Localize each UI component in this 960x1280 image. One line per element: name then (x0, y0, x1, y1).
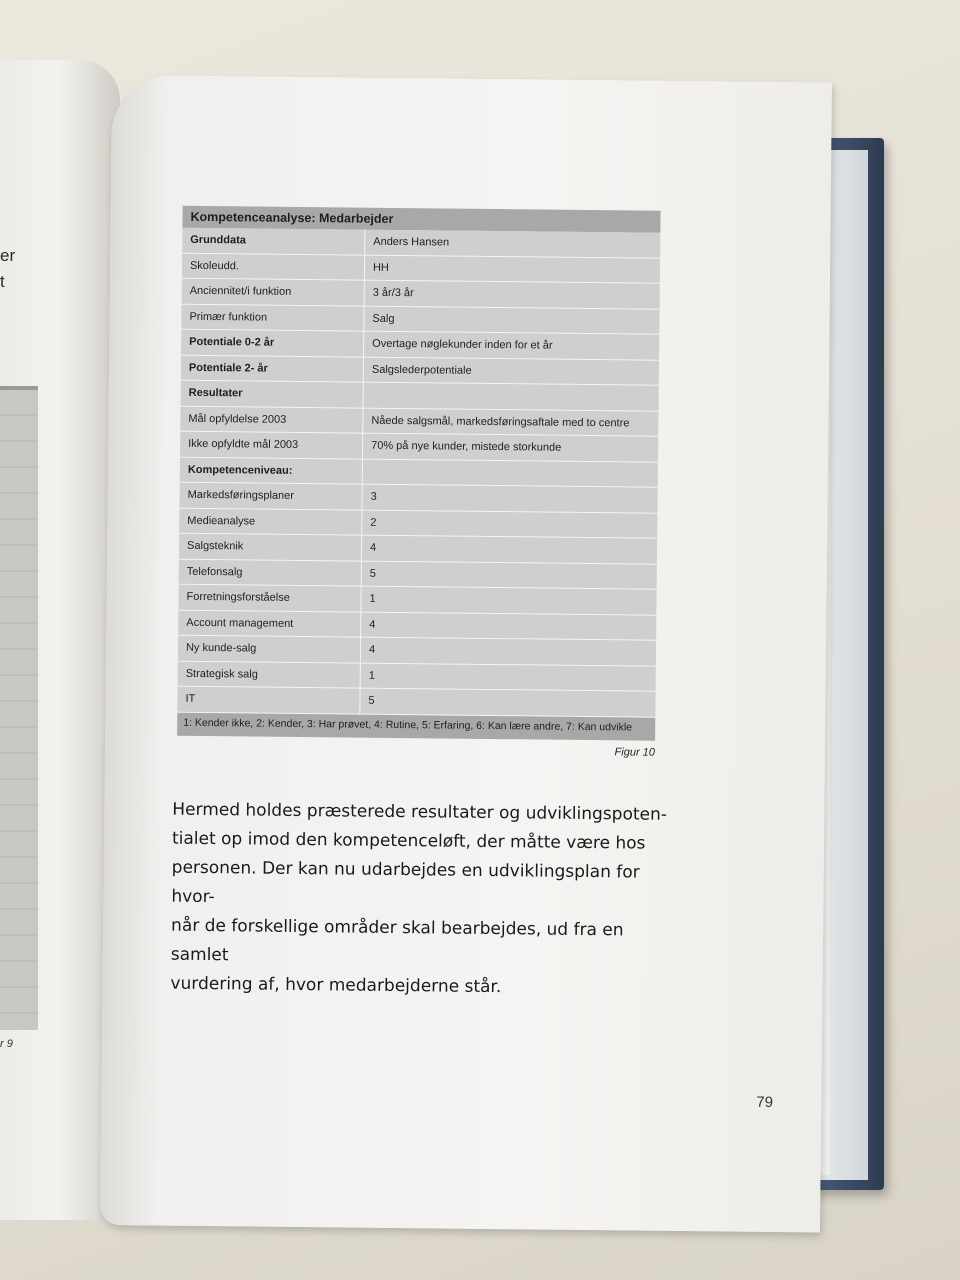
row-value: 1 (369, 592, 376, 605)
row-label: Mål opfyldelse 2003 (180, 406, 363, 432)
row-label: Potentiale 2- år (181, 355, 364, 381)
body-line: vurdering af, hvor medarbejderne står. (170, 973, 502, 998)
row-value: 3 år/3 år (372, 286, 414, 300)
row-label: Primær funktion (181, 304, 364, 330)
row-value: Anders Hansen (373, 235, 450, 249)
row-value: 70% på nye kunder, mistede storkunde (371, 439, 562, 454)
table-legend: 1: Kender ikke, 2: Kender, 3: Har prøvet, 4: Rutine, 5: Erfaring, 6: Kan lære andre, 7: Kan udvikle (177, 712, 655, 740)
row-value: 4 (370, 541, 377, 554)
body-paragraph (170, 796, 672, 1004)
left-figure-caption: r 9 (0, 1038, 13, 1050)
row-label: Salgsteknik (179, 534, 362, 560)
row-value: 5 (368, 694, 375, 707)
row-label: Telefonsalg (179, 559, 362, 585)
row-value: 4 (369, 618, 376, 631)
left-table (0, 390, 38, 1030)
body-line: tialet op imod den kompetenceløft, der måtte være hos (171, 828, 646, 854)
row-value: Overtage nøglekunder inden for et år (372, 337, 553, 352)
right-page (100, 75, 832, 1232)
competence-table (177, 206, 661, 758)
row-value: 2 (370, 516, 377, 529)
row-label: Anciennitet/i funktion (182, 279, 365, 305)
body-line: Hermed holdes præsterede resultater og udviklingspoten- (172, 799, 668, 825)
row-label: Ny kunde-salg (178, 636, 361, 662)
row-label: Grunddata (182, 228, 365, 254)
row-label: Markedsføringsplaner (179, 483, 362, 509)
row-label: Forretningsforståelse (178, 585, 361, 611)
figure-caption: Figur 10 (614, 745, 656, 759)
row-label: IT (177, 687, 360, 713)
row-label: Ikke opfyldte mål 2003 (180, 432, 363, 458)
body-line: når de forskellige områder skal bearbejdes, ud fra en samlet (170, 915, 624, 966)
row-value: 1 (368, 669, 375, 682)
row-label: Resultater (181, 381, 364, 407)
row-label: Medieanalyse (179, 508, 362, 534)
left-page-text-fragment: t (0, 272, 5, 291)
row-value: 4 (368, 643, 376, 656)
row-label: Account management (178, 610, 361, 636)
row-value: Nåede salgsmål, markedsføringsaftale med to centre (371, 414, 630, 429)
row-value (363, 459, 658, 487)
row-value (364, 383, 659, 411)
row-value: HH (372, 261, 389, 274)
page-number: 79 (756, 1093, 774, 1111)
left-page-text-fragment: er (0, 246, 16, 265)
row-label: Kompetenceniveau: (180, 457, 363, 483)
row-label: Potentiale 0-2 år (181, 330, 364, 356)
row-value: Salgslederpotentiale (371, 363, 472, 377)
table-title: Kompetenceanalyse: Medarbejder (182, 206, 660, 233)
row-value: 5 (369, 567, 376, 580)
table-body (177, 228, 660, 717)
row-value: Salg (372, 312, 395, 325)
row-label: Skoleudd. (182, 253, 365, 279)
row-label: Strategisk salg (178, 661, 361, 687)
body-line: personen. Der kan nu udarbejdes en udviklingsplan for hvor- (171, 857, 640, 908)
row-value: 3 (370, 490, 377, 503)
